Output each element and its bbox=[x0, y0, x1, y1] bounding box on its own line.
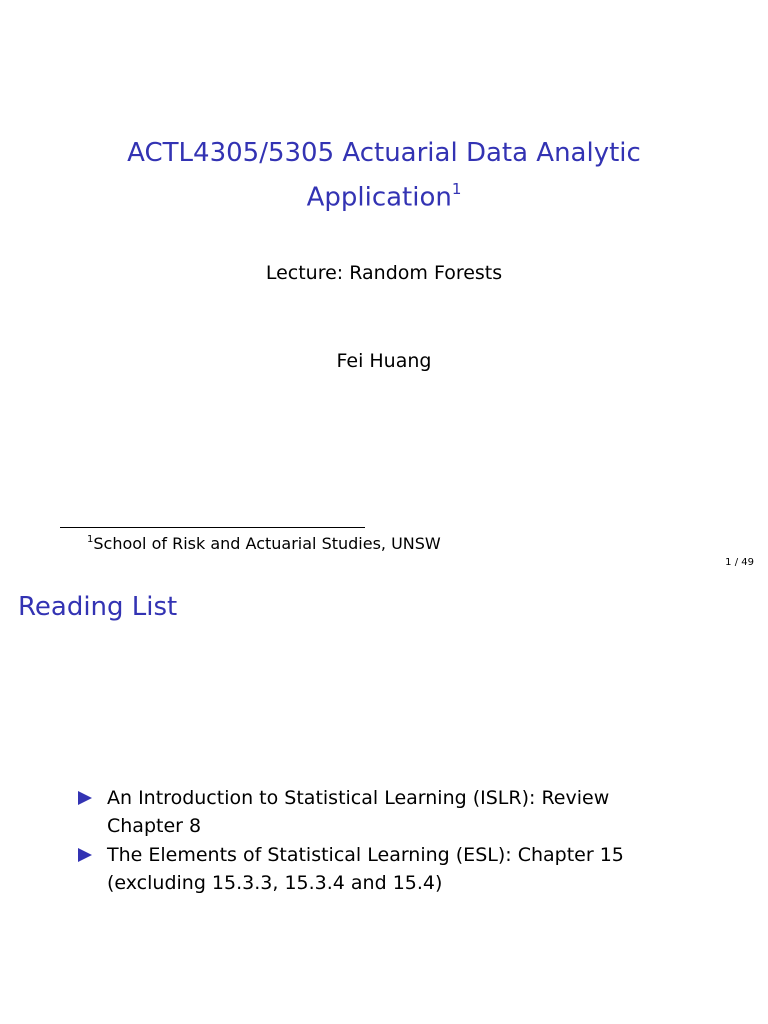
reading-list-slide bbox=[0, 576, 768, 1024]
triangle-bullet-icon bbox=[78, 791, 92, 805]
presentation-title bbox=[60, 134, 708, 217]
footnote-text: School of Risk and Actuarial Studies, UNSW bbox=[93, 534, 441, 553]
triangle-bullet-icon bbox=[78, 848, 92, 862]
list-item-text: An Introduction to Statistical Learning (ISLR): Review Chapter 8 bbox=[107, 787, 610, 837]
reading-list bbox=[78, 784, 678, 898]
title-line-2 bbox=[60, 172, 708, 217]
page-number: 1 / 49 bbox=[725, 557, 754, 568]
title-line-2-text: Application bbox=[306, 182, 452, 213]
author-name: Fei Huang bbox=[336, 350, 432, 372]
title-line-1: ACTL4305/5305 Actuarial Data Analytic bbox=[127, 138, 641, 168]
footnote bbox=[87, 534, 441, 553]
list-item-text: The Elements of Statistical Learning (ESL): Chapter 15 (excluding 15.3.3, 15.3.4 and 15.4) bbox=[107, 844, 624, 894]
list-item bbox=[78, 784, 678, 840]
list-item bbox=[78, 841, 678, 897]
footnote-divider bbox=[60, 527, 365, 528]
lecture-subtitle: Lecture: Random Forests bbox=[265, 262, 503, 284]
footnote-mark: 1 bbox=[87, 533, 94, 545]
frame-title: Reading List bbox=[18, 592, 178, 622]
title-footnote-mark: 1 bbox=[451, 180, 462, 198]
